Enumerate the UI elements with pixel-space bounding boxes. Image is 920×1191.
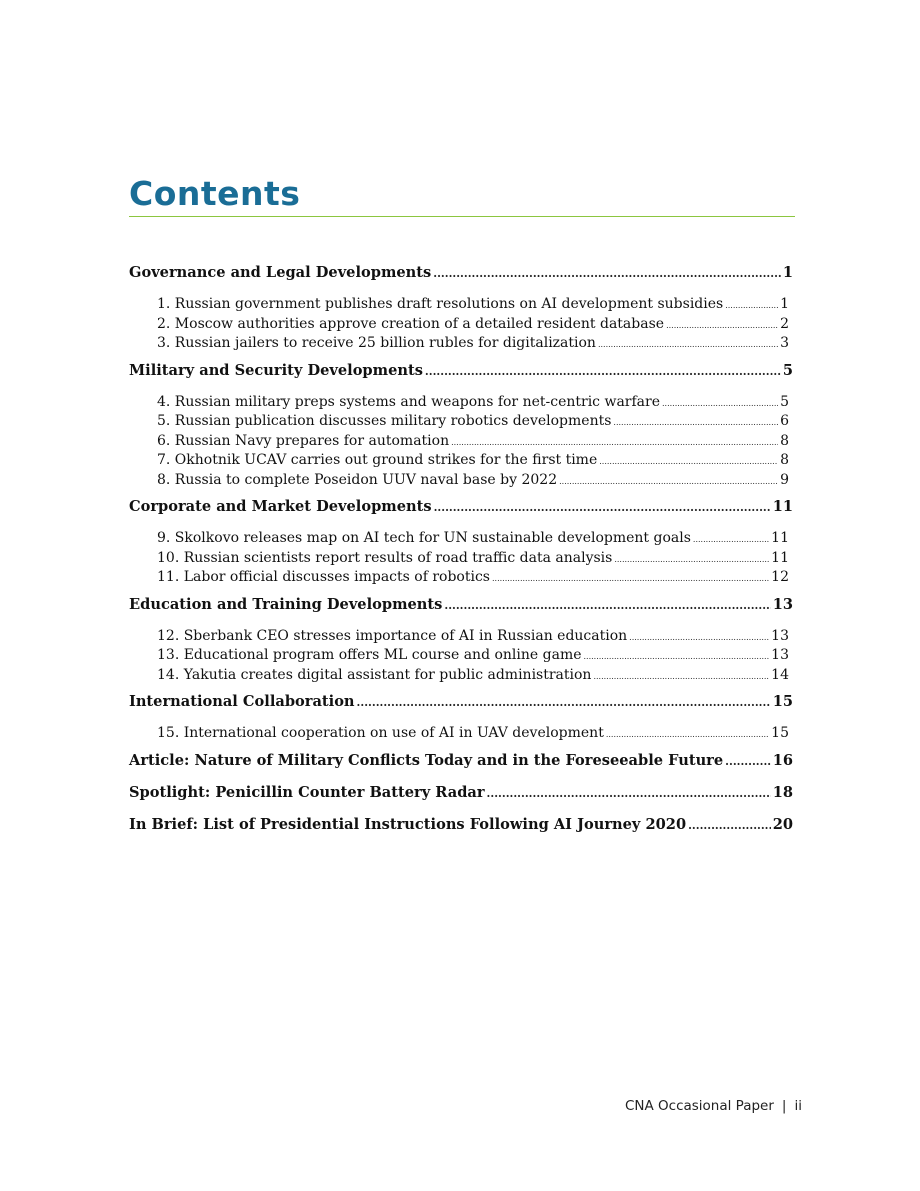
dot-leader [357, 692, 771, 714]
toc-page-number: 3 [780, 335, 789, 351]
toc-item-title: 5. Russian publication discusses military robotics developments [157, 413, 612, 429]
toc-item[interactable] [129, 412, 793, 432]
toc-item-title: 10. Russian scientists report results of road traffic data analysis [157, 549, 613, 566]
toc-page-number: 11 [771, 530, 789, 546]
page-title: Contents [129, 174, 301, 213]
toc-section-in-brief[interactable] [129, 814, 793, 836]
dot-leader [444, 595, 770, 617]
toc-item[interactable] [129, 393, 793, 413]
toc-item[interactable] [129, 334, 793, 354]
footer-separator: | [781, 1098, 787, 1114]
toc-section-title: Corporate and Market Developments [129, 498, 432, 515]
toc-section-article[interactable] [129, 750, 793, 772]
toc-section-title: In Brief: List of Presidential Instructions Following AI Journey 2020 [129, 815, 687, 833]
toc-item-title: 13. Educational program offers ML course and online game [157, 647, 582, 663]
dot-leader [606, 725, 769, 745]
toc-item-title: 11. Labor official discusses impacts of robotics [157, 569, 490, 585]
dot-leader [693, 530, 769, 550]
dot-leader [614, 550, 769, 570]
dot-leader [662, 394, 778, 414]
toc-item-title: 12. Sberbank CEO stresses importance of AI in Russian education [157, 627, 628, 644]
dot-leader [434, 497, 771, 519]
toc-page-number: 11 [772, 498, 793, 515]
dot-leader [425, 361, 781, 383]
toc-page-number: 18 [772, 783, 793, 801]
toc-item[interactable] [129, 627, 793, 647]
dot-leader [725, 751, 771, 773]
toc-section-title: Spotlight: Penicillin Counter Battery Radar [129, 783, 485, 801]
toc-section-title: Article: Nature of Military Conflicts Today and in the Foreseeable Future [129, 751, 724, 769]
toc-page-number: 13 [772, 595, 793, 613]
dot-leader [433, 263, 781, 285]
dot-leader [688, 815, 771, 837]
toc-item[interactable] [129, 646, 793, 666]
toc-section-international[interactable] [129, 691, 793, 713]
toc-item-title: 14. Yakutia creates digital assistant for public administration [157, 666, 592, 683]
toc-item[interactable] [129, 568, 793, 588]
toc-page-number: 20 [772, 815, 793, 833]
toc-item-title: 15. International cooperation on use of AI in UAV development [157, 725, 604, 741]
toc-page-number: 5 [780, 393, 789, 410]
toc-item-list [129, 393, 793, 491]
toc-section-military[interactable] [129, 360, 793, 382]
dot-leader [492, 569, 769, 589]
page-footer [625, 1098, 802, 1114]
publication-name: CNA Occasional Paper [624, 1098, 774, 1114]
toc-item-title: 3. Russian jailers to receive 25 billion rubles for digitalization [157, 335, 596, 351]
toc-item[interactable] [129, 724, 793, 744]
toc-page-number: 8 [780, 432, 789, 449]
toc-page-number: 13 [771, 647, 789, 663]
toc-item[interactable] [129, 295, 793, 315]
toc-section-spotlight[interactable] [129, 782, 793, 804]
toc-section-corporate[interactable] [129, 496, 793, 518]
toc-page-number: 8 [780, 452, 789, 468]
toc-page-number: 13 [771, 627, 789, 644]
dot-leader [629, 628, 769, 648]
toc-page-number: 15 [771, 725, 789, 741]
toc-item-list [129, 627, 793, 686]
heading-divider [129, 216, 795, 217]
toc-section-education[interactable] [129, 594, 793, 616]
toc-item[interactable] [129, 666, 793, 686]
toc-item-title: 6. Russian Navy prepares for automation [157, 432, 450, 449]
toc-page-number: 6 [780, 413, 789, 429]
dot-leader [487, 783, 771, 805]
dot-leader [613, 413, 778, 433]
toc-item[interactable] [129, 432, 793, 452]
toc-page-number: 1 [782, 264, 793, 281]
toc-item[interactable] [129, 471, 793, 491]
page-number: ii [794, 1098, 802, 1114]
dot-leader [725, 296, 778, 316]
dot-leader [451, 433, 778, 453]
toc-item[interactable] [129, 315, 793, 335]
dot-leader [666, 316, 778, 336]
toc-page-number: 15 [772, 693, 793, 710]
toc-section-title: Military and Security Developments [129, 361, 423, 379]
toc-page-number: 5 [782, 361, 793, 379]
toc-item-list [129, 295, 793, 354]
dot-leader [599, 452, 778, 472]
toc-item-title: 4. Russian military preps systems and weapons for net-centric warfare [157, 393, 660, 410]
toc-item-title: 9. Skolkovo releases map on AI tech for UN sustainable development goals [157, 530, 691, 546]
dot-leader [593, 667, 769, 687]
toc-page-number: 2 [780, 315, 789, 332]
toc-page-number: 11 [771, 549, 789, 566]
toc-page-number: 14 [771, 666, 789, 683]
toc-item-title: 8. Russia to complete Poseidon UUV naval base by 2022 [157, 471, 558, 488]
toc-item-title: 1. Russian government publishes draft resolutions on AI development subsidies [157, 296, 724, 312]
table-of-contents [129, 262, 793, 846]
toc-page-number: 9 [780, 471, 789, 488]
toc-section-governance[interactable] [129, 262, 793, 284]
dot-leader [559, 472, 778, 492]
dot-leader [598, 335, 778, 355]
toc-item[interactable] [129, 451, 793, 471]
toc-section-title: International Collaboration [129, 693, 355, 710]
toc-page-number: 12 [771, 569, 789, 585]
toc-item-title: 2. Moscow authorities approve creation of a detailed resident database [157, 315, 665, 332]
toc-item-list [129, 529, 793, 588]
toc-page-number: 16 [772, 751, 793, 769]
toc-item-list [129, 724, 793, 744]
toc-section-title: Education and Training Developments [129, 595, 443, 613]
toc-item-title: 7. Okhotnik UCAV carries out ground strikes for the first time [157, 452, 598, 468]
toc-page-number: 1 [780, 296, 789, 312]
toc-item[interactable] [129, 529, 793, 549]
toc-item[interactable] [129, 549, 793, 569]
dot-leader [584, 647, 770, 667]
toc-section-title: Governance and Legal Developments [129, 264, 432, 281]
